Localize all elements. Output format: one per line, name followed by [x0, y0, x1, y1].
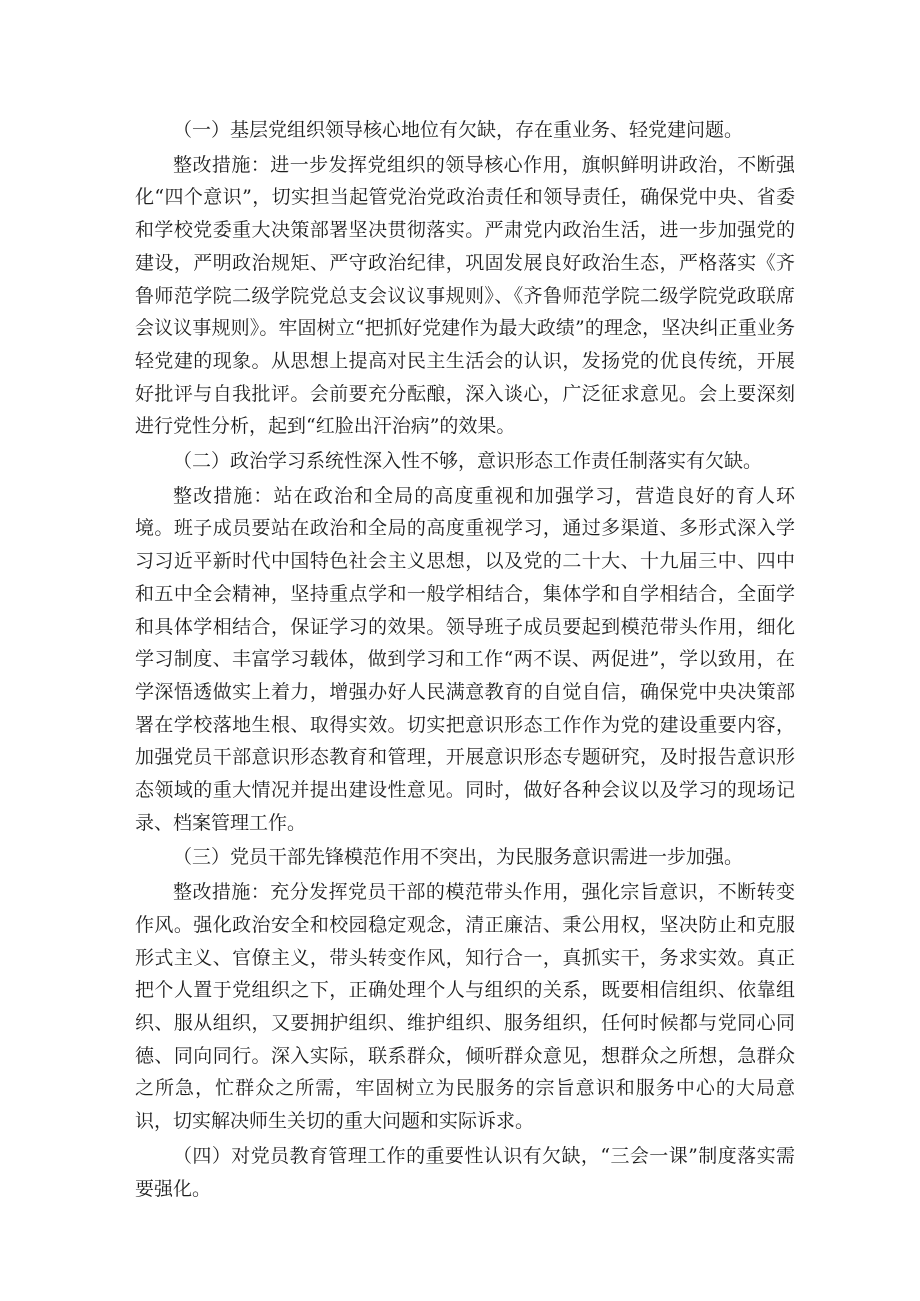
section-heading-3: （三）党员干部先锋模范作用不突出，为民服务意识需进一步加强。 — [173, 846, 744, 869]
rectification-measures-2: 整改措施：站在政治和全局的高度重视和加强学习，营造良好的育人环境。班子成员要站在政治和全局的高度重视学习，通过多渠道、多形式深入学习习近平新时代中国特色社会主义思想，以及党的二十大、十九届三中、四中和五中全会精神，坚持重点学和一般学相结合，集体学和自学相结合，全面学和具体学相结合，保证学习的效果。领导班子成员要起到模范带头作用，细化学习制度、丰富学习载体，做到学习和工作“两不误、两促进”，学以致用，在学深悟透做实上着力，增强办好人民满意教育的自觉自信，确保党中央决策部署在学校落地生根、取得实效。切实把意识形态工作作为党的建设重要内容，加强党员干部意识形态教育和管理，开展意识形态专题研究，及时报告意识形态领域的重大情况并提出建设性意见。同时，做好各种会议以及学习的现场记录、档案管理工作。 — [135, 484, 795, 834]
document-body — [135, 112, 795, 1205]
rectification-measures-3: 整改措施：充分发挥党员干部的模范带头作用，强化宗旨意识，不断转变作风。强化政治安全和校园稳定观念，清正廉洁、秉公用权，坚决防止和克服形式主义、官僚主义，带头转变作风，知行合一，真抓实干，务求实效。真正把个人置于党组织之下，正确处理个人与组织的关系，既要相信组织、依靠组织、服从组织，又要拥护组织、维护组织、服务组织，任何时候都与党同心同德、同向同行。深入实际，联系群众，倾听群众意见，想群众之所想，急群众之所急，忙群众之所需，牢固树立为民服务的宗旨意识和服务中心的大局意识，切实解决师生关切的重大问题和实际诉求。 — [135, 881, 795, 1133]
rectification-measures-1: 整改措施：进一步发挥党组织的领导核心作用，旗帜鲜明讲政治，不断强化“四个意识”，切实担当起管党治党政治责任和领导责任，确保党中央、省委和学校党委重大决策部署坚决贯彻落实。严肃党内政治生活，进一步加强党的建设，严明政治规矩、严守政治纪律，巩固发展良好政治生态，严格落实《齐鲁师范学院二级学院党总支会议议事规则》、《齐鲁师范学院二级学院党政联席会议议事规则》。牢固树立“把抓好党建作为最大政绩”的理念，坚决纠正重业务轻党建的现象。从思想上提高对民主生活会的认识，发扬党的优良传统，开展好批评与自我批评。会前要充分酝酿，深入谈心，广泛征求意见。会上要深刻进行党性分析，起到“红脸出汗治病”的效果。 — [135, 153, 795, 438]
section-heading-2: （二）政治学习系统性深入性不够，意识形态工作责任制落实有欠缺。 — [173, 450, 763, 473]
section-heading-1: （一）基层党组织领导核心地位有欠缺，存在重业务、轻党建问题。 — [173, 119, 744, 141]
section-heading-4: （四）对党员教育管理工作的重要性认识有欠缺，“三会一课”制度落实需要强化。 — [135, 1144, 795, 1200]
